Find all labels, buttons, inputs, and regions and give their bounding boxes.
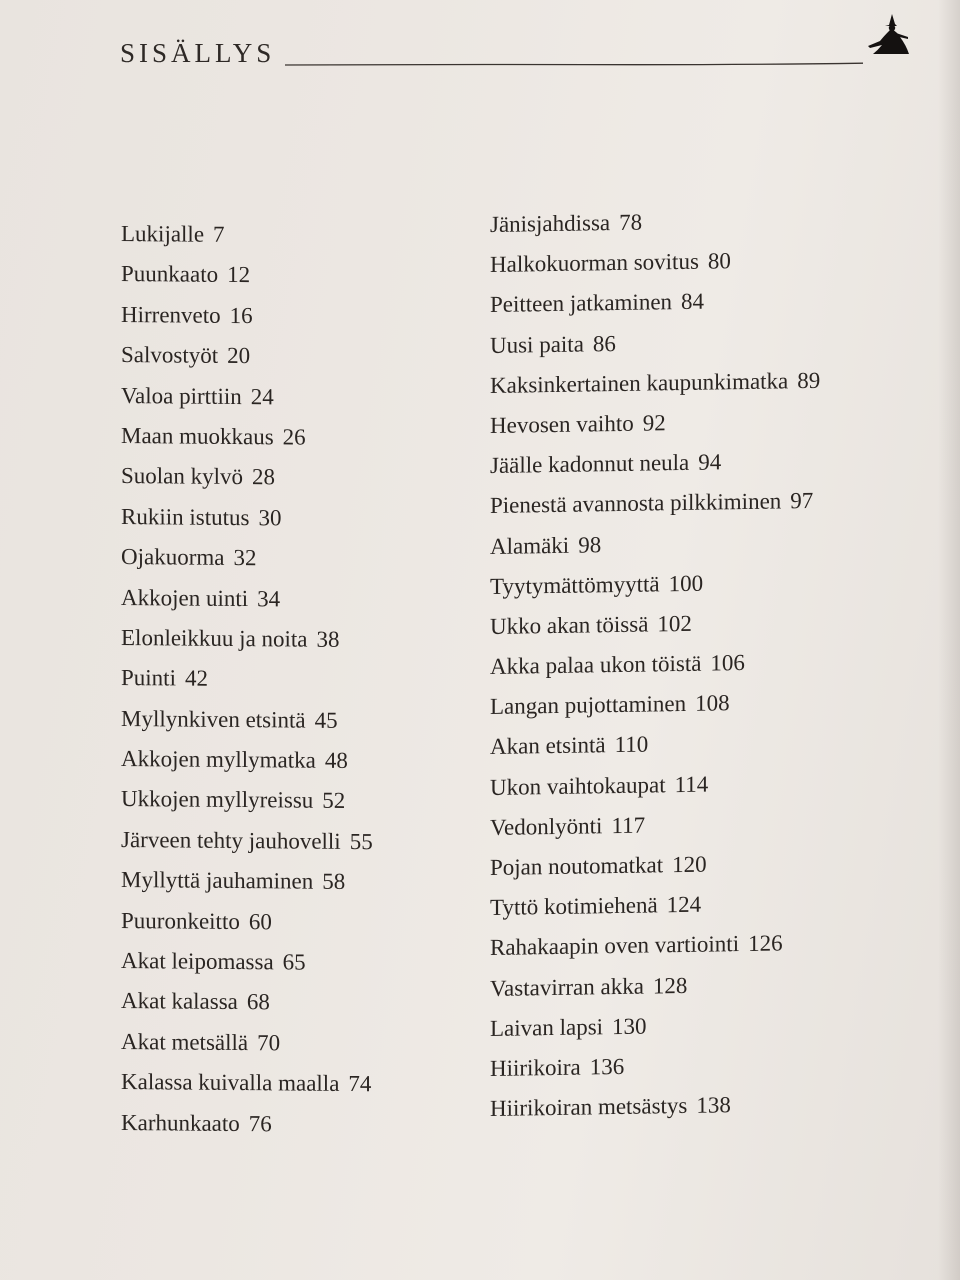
toc-entry-page-number: 74 (348, 1071, 372, 1097)
toc-entry-title: Hiirikoira (490, 1054, 581, 1081)
toc-entry-page-number: 7 (213, 221, 225, 247)
toc-entry (490, 448, 820, 493)
witch-silhouette-icon (862, 12, 914, 56)
toc-entry-page-number: 58 (322, 869, 346, 895)
toc-entry-title: Ojakuorma (121, 544, 225, 571)
toc-entry-title: Uusi paita (490, 331, 584, 358)
toc-entry-page-number: 98 (578, 531, 602, 558)
toc-entry-page-number: 34 (257, 585, 281, 611)
toc-entry-page-number: 126 (748, 930, 783, 957)
toc-entry-title: Maan muokkaus (121, 422, 274, 450)
toc-entry-title: Ukon vaihtokaupat (490, 771, 666, 800)
toc-entry (490, 327, 820, 372)
toc-entry (490, 1091, 820, 1136)
toc-entry-title: Kaksinkertainen kaupunkimatka (490, 368, 789, 398)
toc-left-column (121, 221, 373, 1152)
toc-entry-title: Akat metsällä (121, 1028, 249, 1055)
toc-entry-title: Järveen tehty jauhovelli (121, 826, 341, 854)
toc-entry-page-number: 138 (696, 1092, 731, 1118)
toc-entry (121, 463, 373, 506)
toc-entry (121, 706, 373, 749)
toc-entry-title: Valoa pirttiin (121, 382, 242, 409)
toc-entry (121, 1029, 373, 1072)
toc-entry-title: Hiirikoiran metsästys (490, 1093, 688, 1122)
toc-entry-title: Puinti (121, 665, 176, 691)
toc-entry-title: Myllynkiven etsintä (121, 705, 306, 733)
toc-entry-title: Puuronkeitto (121, 907, 240, 934)
toc-entry-page-number: 12 (227, 262, 251, 288)
toc-entry (121, 908, 373, 951)
toc-entry (490, 1011, 820, 1056)
toc-entry-page-number: 16 (229, 302, 253, 328)
toc-right-column (490, 207, 820, 1137)
toc-entry-title: Ukko akan töissä (490, 611, 649, 639)
toc-entry-title: Lukijalle (121, 221, 205, 247)
toc-entry-page-number: 102 (657, 610, 692, 637)
page-edge-shadow (938, 0, 960, 1280)
toc-entry (490, 287, 820, 332)
toc-entry (121, 988, 373, 1031)
toc-entry-page-number: 38 (316, 626, 340, 652)
toc-entry-title: Akat leipomassa (121, 948, 274, 975)
toc-entry (490, 488, 820, 533)
toc-entry-title: Rahakaapin oven vartiointi (490, 931, 740, 961)
toc-entry (121, 786, 373, 829)
toc-entry-page-number: 65 (282, 949, 306, 975)
toc-entry-title: Kalassa kuivalla maalla (121, 1069, 340, 1097)
toc-entry-page-number: 20 (227, 343, 251, 369)
toc-entry-page-number: 130 (612, 1013, 647, 1039)
toc-entry (490, 649, 820, 694)
toc-entry (121, 383, 373, 426)
toc-entry (490, 528, 820, 573)
toc-entry-page-number: 24 (250, 383, 274, 409)
toc-entry-title: Alamäki (490, 532, 570, 559)
toc-entry (121, 948, 373, 991)
toc-entry-page-number: 89 (797, 367, 821, 393)
toc-entry-page-number: 86 (592, 330, 616, 356)
toc-entry-page-number: 45 (314, 707, 338, 733)
toc-entry (121, 1069, 373, 1112)
toc-entry-page-number: 108 (695, 690, 730, 717)
toc-entry-page-number: 110 (614, 731, 649, 758)
toc-entry-title: Tyytymättömyyttä (490, 571, 660, 599)
toc-entry (490, 207, 820, 252)
toc-entry-title: Halkokuorman sovitus (490, 248, 699, 278)
toc-entry-title: Rukiin istutus (121, 503, 250, 530)
toc-entry-page-number: 97 (790, 488, 814, 514)
toc-entry (121, 423, 373, 466)
toc-entry-title: Myllyttä jauhaminen (121, 867, 314, 894)
toc-entry-title: Suolan kylvö (121, 463, 244, 490)
toc-entry (121, 746, 373, 789)
toc-entry (121, 585, 373, 628)
toc-entry (121, 504, 373, 547)
toc-entry (490, 729, 820, 774)
toc-entry (490, 890, 820, 935)
toc-entry (490, 609, 820, 654)
toc-entry (121, 1110, 373, 1153)
toc-entry-title: Puunkaato (121, 261, 219, 288)
toc-entry-page-number: 70 (257, 1030, 281, 1056)
toc-entry-page-number: 100 (668, 570, 704, 596)
toc-entry-page-number: 84 (681, 289, 705, 315)
toc-entry (490, 850, 820, 895)
toc-entry-title: Langan pujottaminen (490, 691, 687, 720)
toc-entry (121, 342, 373, 385)
toc-entry-page-number: 68 (246, 989, 270, 1015)
toc-entry-page-number: 76 (248, 1110, 272, 1136)
toc-entry-page-number: 60 (248, 908, 272, 934)
toc-entry (490, 769, 820, 814)
toc-entry-page-number: 55 (349, 828, 373, 855)
toc-entry (121, 302, 373, 345)
toc-entry (490, 689, 820, 734)
toc-entry-title: Hevosen vaihto (490, 410, 634, 438)
toc-entry (490, 930, 820, 975)
toc-entry-page-number: 78 (619, 209, 643, 235)
toc-entry-page-number: 124 (666, 891, 702, 918)
toc-entry-page-number: 26 (282, 424, 306, 450)
toc-entry-title: Akkojen myllymatka (121, 746, 316, 773)
toc-entry-page-number: 92 (642, 410, 666, 436)
toc-entry-page-number: 28 (252, 464, 276, 490)
toc-entry-title: Salvostyöt (121, 342, 219, 369)
toc-entry (121, 867, 373, 910)
toc-entry-title: Jänisjahdissa (490, 210, 611, 237)
toc-entry-title: Pojan noutomatkat (490, 852, 664, 880)
toc-entry (490, 568, 820, 613)
toc-entry (121, 625, 373, 668)
toc-entry-title: Ukkojen myllyreissu (121, 786, 314, 814)
toc-entry-title: Akan etsintä (490, 732, 606, 760)
toc-entry-page-number: 42 (184, 665, 208, 692)
toc-entry-page-number: 30 (258, 504, 282, 531)
toc-entry-page-number: 94 (698, 449, 722, 475)
toc-entry-title: Jäälle kadonnut neula (490, 449, 690, 479)
toc-entry-page-number: 32 (233, 545, 257, 571)
toc-entry (121, 827, 373, 870)
toc-entry-title: Vastavirran akka (490, 973, 644, 1001)
toc-entry-title: Akat kalassa (121, 988, 238, 1015)
toc-entry-page-number: 114 (674, 771, 709, 797)
toc-entry (121, 544, 373, 587)
toc-entry (490, 368, 820, 413)
toc-entry-title: Akkojen uinti (121, 584, 249, 611)
toc-entry (490, 810, 820, 855)
toc-entry-title: Peitteen jatkaminen (490, 289, 673, 318)
toc-entry (490, 1051, 820, 1096)
toc-entry-title: Akka palaa ukon töistä (490, 650, 702, 680)
toc-entry-page-number: 128 (652, 972, 688, 999)
toc-entry (490, 247, 820, 292)
toc-entry-title: Vedonlyönti (490, 813, 603, 840)
toc-entry-page-number: 117 (611, 812, 646, 838)
toc-entry (121, 221, 373, 264)
toc-entry (121, 261, 373, 304)
toc-entry-page-number: 120 (672, 851, 707, 878)
title-rule (285, 54, 885, 72)
toc-entry-title: Laivan lapsi (490, 1013, 604, 1041)
page-title: SISÄLLYS (120, 38, 276, 68)
toc-entry (121, 665, 373, 708)
toc-entry-title: Karhunkaato (121, 1109, 240, 1136)
toc-entry (490, 970, 820, 1015)
toc-entry-title: Elonleikkuu ja noita (121, 624, 308, 652)
toc-entry-page-number: 106 (710, 650, 745, 676)
toc-entry-title: Hirrenveto (121, 301, 221, 328)
toc-entry-page-number: 80 (707, 248, 731, 274)
toc-entry-title: Pienestä avannosta pilkkiminen (490, 488, 782, 519)
toc-entry-page-number: 136 (589, 1053, 625, 1080)
toc-entry-page-number: 48 (324, 747, 348, 774)
toc-entry (490, 408, 820, 453)
toc-entry-title: Tyttö kotimiehenä (490, 892, 658, 921)
toc-entry-page-number: 52 (322, 788, 346, 814)
